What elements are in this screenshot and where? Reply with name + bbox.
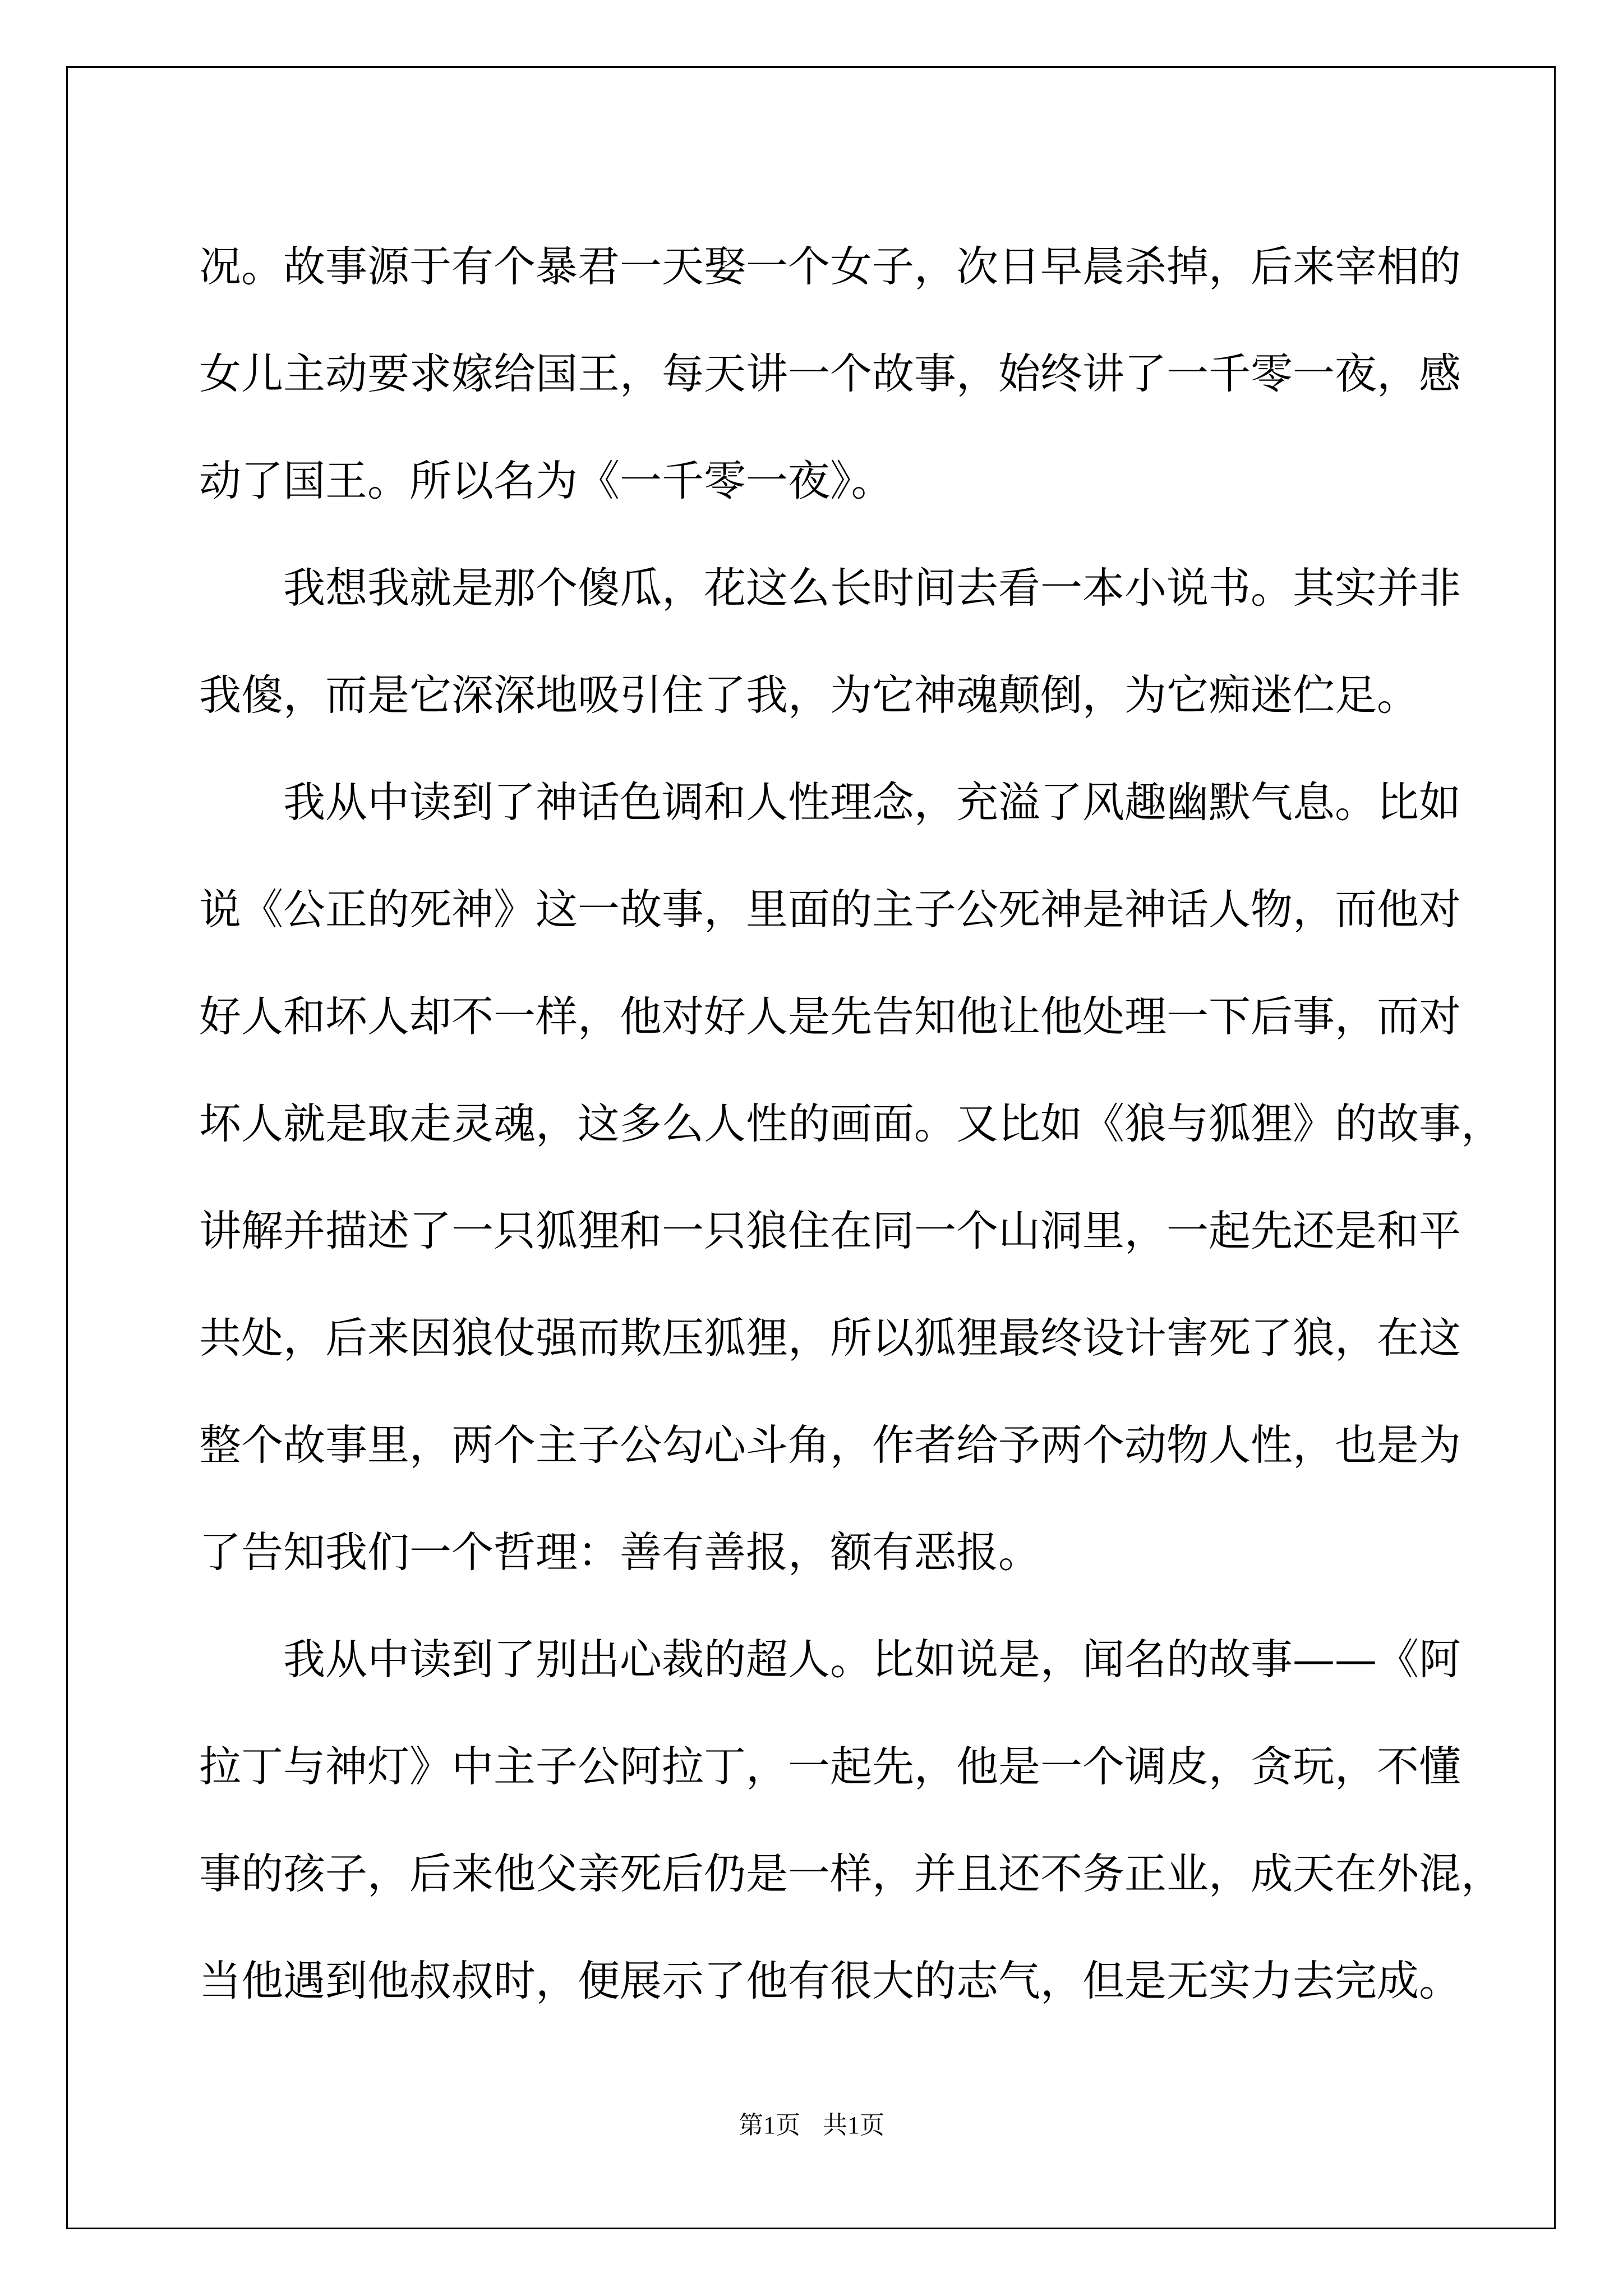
text-line: 说《公正的死神》这一故事，里面的主子公死神是神话人物，而他对 xyxy=(199,885,1461,934)
text-line: 女儿主动要求嫁给国王，每天讲一个故事，始终讲了一千零一夜，感 xyxy=(199,349,1461,398)
page-number: 第1页 xyxy=(739,2111,800,2139)
text-line: 共处，后来因狼仗强而欺压狐狸，所以狐狸最终设计害死了狼，在这 xyxy=(199,1313,1461,1363)
text-line: 讲解并描述了一只狐狸和一只狼住在同一个山洞里，一起先还是和平 xyxy=(199,1206,1461,1255)
text-line: 坏人就是取走灵魂，这多么人性的画面。又比如《狼与狐狸》的故事， xyxy=(199,1099,1504,1148)
text-line: 当他遇到他叔叔时，便展示了他有很大的志气，但是无实力去完成。 xyxy=(199,1956,1461,2005)
text-line: 好人和坏人却不一样，他对好人是先告知他让他处理一下后事，而对 xyxy=(199,992,1461,1041)
text-line: 动了国王。所以名为《一千零一夜》。 xyxy=(199,456,893,505)
text-line: 我傻，而是它深深地吸引住了我，为它神魂颠倒，为它痴迷伫足。 xyxy=(199,670,1419,720)
text-line: 我从中读到了别出心裁的超人。比如说是，闻名的故事——《阿 xyxy=(283,1635,1461,1684)
text-line: 我从中读到了神话色调和人性理念，充溢了风趣幽默气息。比如 xyxy=(283,777,1461,827)
text-line: 整个故事里，两个主子公勾心斗角，作者给予两个动物人性，也是为 xyxy=(199,1420,1461,1470)
document-body xyxy=(199,213,1504,2035)
text-line: 了告知我们一个哲理：善有善报，额有恶报。 xyxy=(199,1527,1041,1577)
text-line: 我想我就是那个傻瓜，花这么长时间去看一本小说书。其实并非 xyxy=(283,563,1461,613)
page-footer xyxy=(0,2105,1623,2141)
text-line: 事的孩子，后来他父亲死后仍是一样，并且还不务正业，成天在外混， xyxy=(199,1849,1504,1898)
text-line: 拉丁与神灯》中主子公阿拉丁，一起先，他是一个调皮，贪玩，不懂 xyxy=(199,1742,1461,1791)
text-line: 况。故事源于有个暴君一天娶一个女子，次日早晨杀掉，后来宰相的 xyxy=(199,242,1461,291)
page-total: 共1页 xyxy=(823,2111,884,2139)
